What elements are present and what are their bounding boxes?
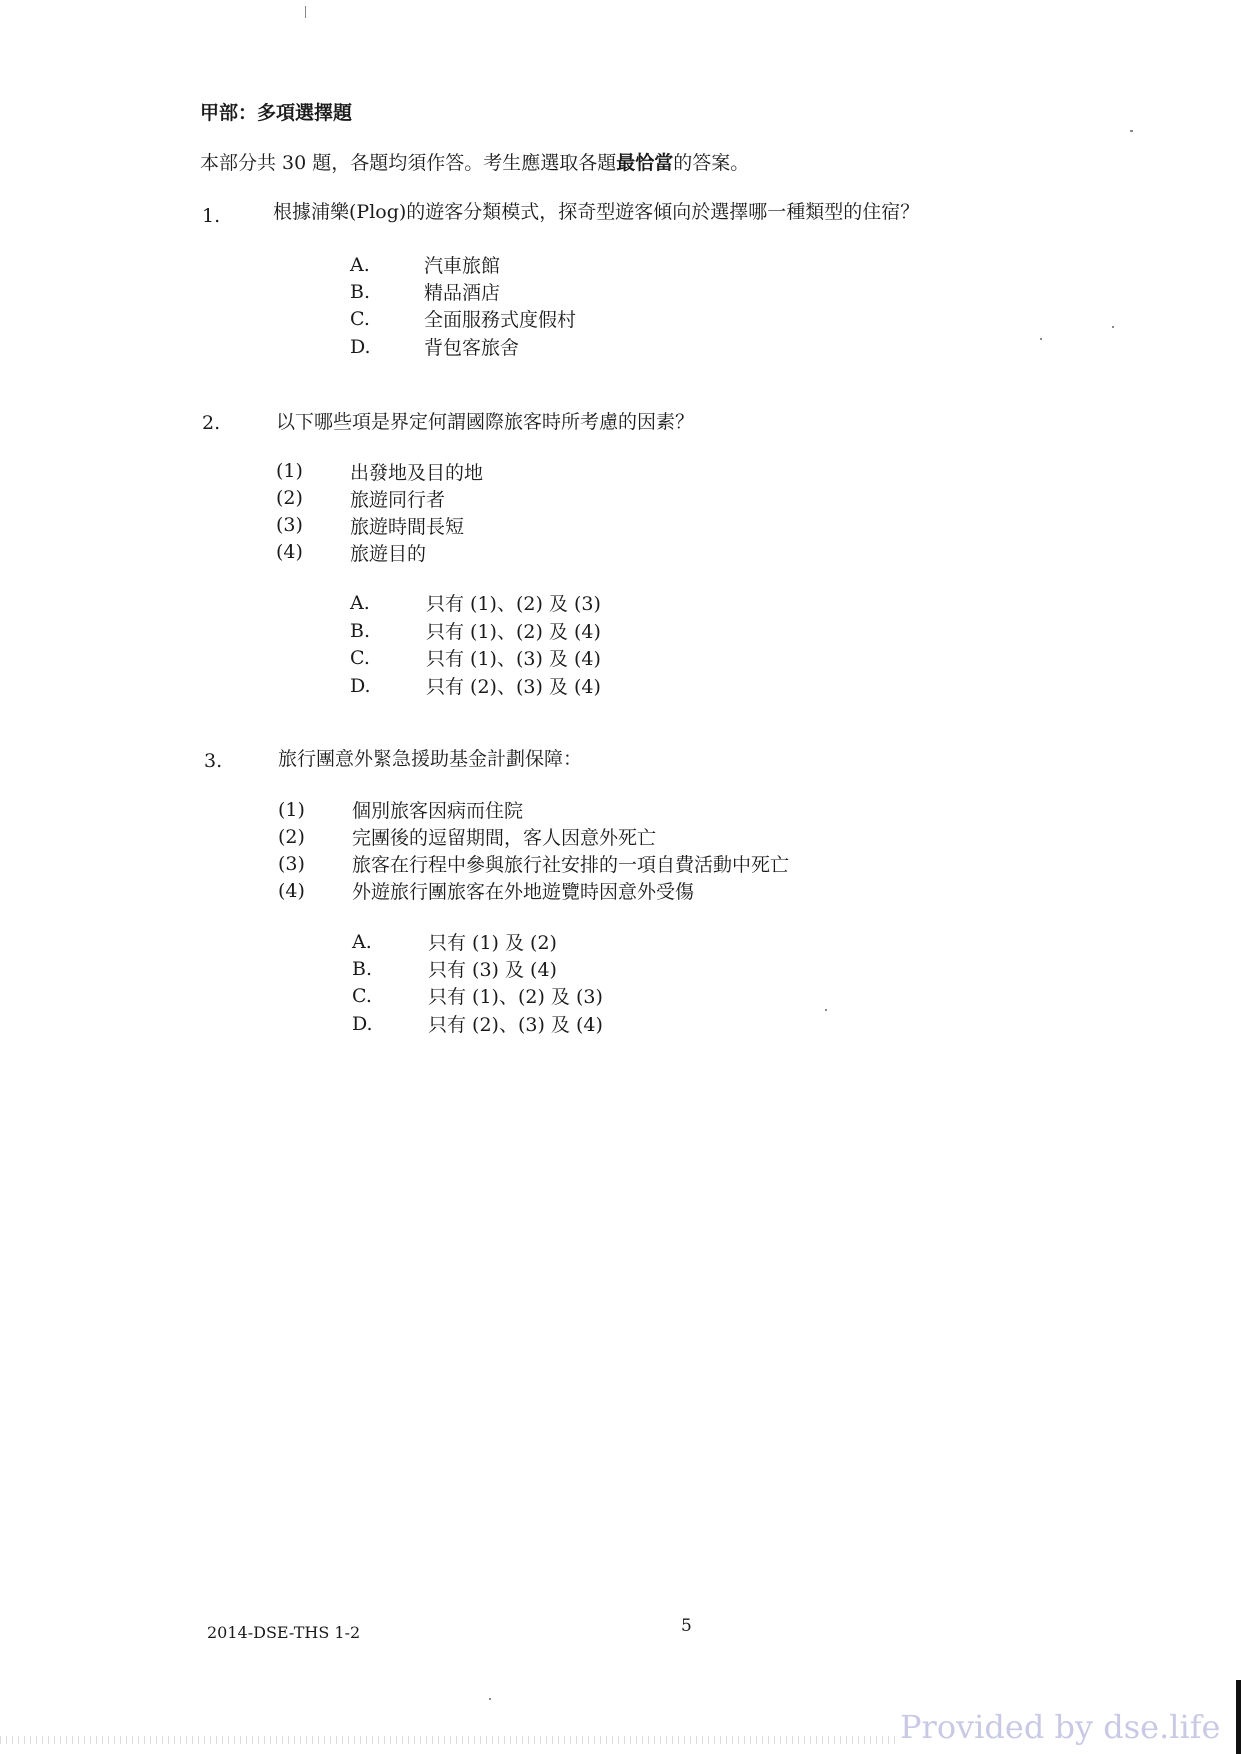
- option-text: 只有 (1)、(2) 及 (3): [426, 593, 601, 615]
- statement-text: 個別旅客因病而住院: [352, 800, 524, 822]
- scan-speck: [489, 1698, 491, 1700]
- instructions-emphasis: 最恰當: [616, 152, 674, 174]
- question-text: 旅行團意外緊急援助基金計劃保障：: [278, 748, 583, 770]
- statement-text: 完團後的逗留期間，客人因意外死亡: [352, 827, 657, 849]
- statement-text: 旅遊目的: [350, 543, 427, 565]
- scan-speck: [305, 6, 306, 18]
- scan-speck: [1130, 130, 1133, 132]
- option-text: 只有 (1)、(2) 及 (4): [426, 621, 601, 643]
- statement-text: 旅客在行程中參與旅行社安排的一項自費活動中死亡: [352, 854, 790, 876]
- option-text: 只有 (1)、(3) 及 (4): [426, 648, 601, 670]
- option-label: D.: [352, 1013, 373, 1035]
- option-label: A.: [350, 592, 370, 614]
- scan-speck: [1112, 326, 1114, 328]
- option-label: A.: [352, 931, 372, 953]
- statement-label: (4): [276, 541, 303, 563]
- statement-text: 出發地及目的地: [350, 462, 484, 484]
- question-text: 根據浦樂(Plog)的遊客分類模式，探奇型遊客傾向於選擇哪一種類型的住宿？: [273, 201, 920, 223]
- option-text: 只有 (1)、(2) 及 (3): [428, 986, 603, 1008]
- question-number: 3.: [204, 750, 223, 772]
- scan-speck: [825, 1009, 827, 1011]
- scan-speck: [1040, 338, 1042, 340]
- statement-label: (3): [278, 853, 305, 875]
- statement-label: (2): [278, 826, 305, 848]
- option-text: 只有 (2)、(3) 及 (4): [426, 676, 601, 698]
- option-label: D.: [350, 336, 371, 358]
- option-label: B.: [350, 620, 371, 642]
- question-number: 1.: [202, 205, 221, 227]
- statement-label: (1): [278, 799, 305, 821]
- option-label: B.: [350, 281, 371, 303]
- statement-text: 旅遊時間長短: [350, 516, 465, 538]
- scan-edge: [1236, 1680, 1241, 1754]
- option-label: C.: [350, 647, 370, 669]
- statement-text: 旅遊同行者: [350, 489, 446, 511]
- option-label: B.: [352, 958, 373, 980]
- question-text: 以下哪些項是界定何謂國際旅客時所考慮的因素？: [276, 411, 695, 433]
- watermark: Provided by dse.life: [900, 1708, 1221, 1746]
- option-label: D.: [350, 675, 371, 697]
- option-text: 只有 (1) 及 (2): [428, 932, 557, 954]
- section-title: 甲部：多項選擇題: [200, 102, 353, 124]
- option-text: 精品酒店: [424, 282, 501, 304]
- question-number: 2.: [202, 412, 221, 434]
- option-text: 只有 (3) 及 (4): [428, 959, 557, 981]
- option-label: A.: [350, 254, 370, 276]
- option-label: C.: [352, 985, 372, 1007]
- statement-label: (3): [276, 514, 303, 536]
- option-text: 全面服務式度假村: [424, 309, 577, 331]
- instructions-text-end: 的答案。: [673, 152, 750, 174]
- paper-code: 2014-DSE-THS 1-2: [207, 1623, 361, 1642]
- option-text: 汽車旅館: [424, 255, 501, 277]
- statement-label: (4): [278, 880, 305, 902]
- option-label: C.: [350, 308, 370, 330]
- section-instructions: [200, 148, 749, 175]
- scan-noise: [0, 1736, 900, 1744]
- statement-label: (1): [276, 460, 303, 482]
- page-number: 5: [681, 1616, 692, 1636]
- option-text: 只有 (2)、(3) 及 (4): [428, 1014, 603, 1036]
- statement-label: (2): [276, 487, 303, 509]
- option-text: 背包客旅舍: [424, 337, 520, 359]
- statement-text: 外遊旅行團旅客在外地遊覽時因意外受傷: [352, 881, 695, 903]
- instructions-text-start: 本部分共 30 題，各題均須作答。考生應選取各題: [200, 152, 617, 174]
